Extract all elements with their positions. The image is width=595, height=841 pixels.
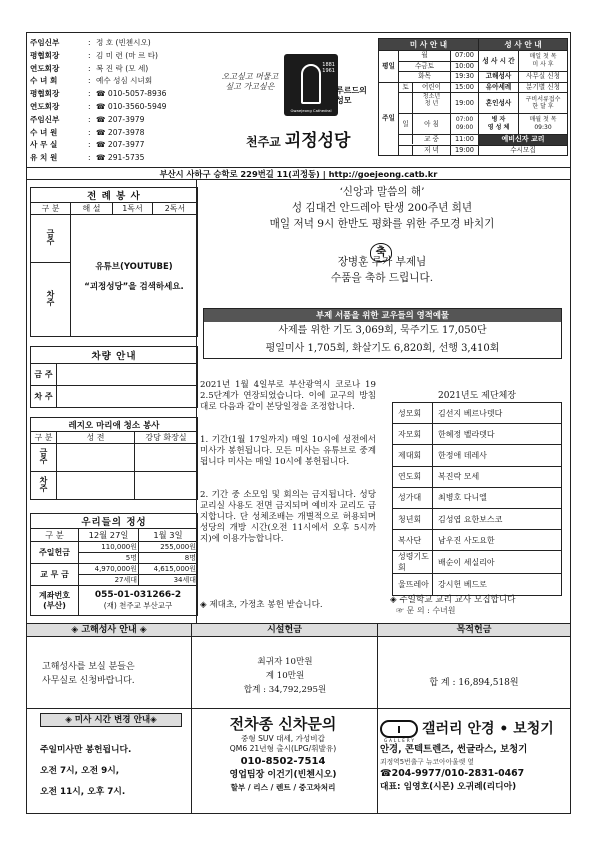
dedication-group: 복사단 <box>393 530 433 551</box>
notice-line: ◈ 주일학교 교리 교사 모집합니다 <box>390 595 516 605</box>
staff-row <box>30 50 230 63</box>
staff-colon: : <box>88 101 91 111</box>
dedication-group: 성령기도회 <box>393 551 433 574</box>
facility-title: 시설헌금 <box>191 623 378 637</box>
sac-label: 병 자 영 성 체 <box>479 114 519 135</box>
dedication-leader: 김성엽 요한보스코 <box>433 508 562 529</box>
dedication-table <box>392 402 562 596</box>
church-prefix: 천주교 <box>246 135 281 149</box>
confession-text: 고해성사를 보실 분들은 사무실로 신청바랍니다. <box>42 662 135 686</box>
staff-colon: : <box>88 114 91 124</box>
church-name-text: 괴정성당 <box>284 131 351 151</box>
logo-lourdes: 루르드의 성모 <box>336 86 367 105</box>
staff-value: 김 미 련 (마 르 타) <box>96 50 159 60</box>
col-header: 강당 화장실 <box>135 432 198 444</box>
sun-name: 교 중 <box>424 135 439 144</box>
staff-row <box>30 101 230 114</box>
offering-amount: 110,000원 <box>79 542 139 553</box>
staff-colon: : <box>88 63 91 73</box>
sac-value: 사무실 신청 <box>519 72 568 83</box>
dedication-group: 성모회 <box>393 403 433 424</box>
dedication-leader: 복진락 모세 <box>433 466 562 487</box>
dedication-row <box>393 445 562 466</box>
prep-value: 수시모집 <box>479 145 568 156</box>
staff-value: 복 진 락 (모 세) <box>96 63 149 73</box>
col-header: 구 분 <box>31 203 71 215</box>
worship-title: 전 례 봉 사 <box>31 188 198 203</box>
bottom-divider <box>26 708 571 709</box>
purpose-total: 합 계 : 16,894,518원 <box>429 678 519 688</box>
facility-line: 최귀자 10만원 <box>257 657 313 667</box>
staff-row <box>30 127 230 140</box>
offering-count: 27세대 <box>79 575 139 586</box>
offering-amount: 4,615,000원 <box>139 564 198 575</box>
gallery-owner: 대표: 임영호(시몬) 오귀례(리디아) <box>380 782 517 792</box>
staff-role: 평협회장 <box>30 89 60 99</box>
motto-line: 수품을 축하 드립니다. <box>330 272 434 284</box>
col-header: 1독서 <box>113 203 153 215</box>
staff-list <box>30 37 230 165</box>
mass-change-line: 주일미사만 봉헌됩니다. <box>40 745 132 755</box>
madonna-figure-icon <box>301 64 321 104</box>
sun-name: 아 침 <box>424 119 439 128</box>
dedication-group: 청년회 <box>393 508 433 529</box>
purpose-title: 목적헌금 <box>377 623 571 637</box>
gallery-phone: ☎204-9977/010-2831-0467 <box>380 768 525 779</box>
sac-value: 분기별 신청 <box>519 82 568 93</box>
staff-value: ☎ 207-3979 <box>96 114 145 124</box>
dedication-leader: 최병호 다니엘 <box>433 487 562 508</box>
legio-next-week: 차주 <box>39 476 48 492</box>
motto-line: 성 김대건 안드레아 탄생 200주년 희년 <box>291 202 473 214</box>
vehicle-this-week: 금 주 <box>31 364 57 386</box>
youtube-label: 유튜브(YOUTUBE) <box>95 261 173 272</box>
gallery-brand: 갤러리 안경 • 보청기 <box>422 721 554 737</box>
staff-value: ☎ 010-5057-8936 <box>96 89 167 99</box>
sat-name: 어린이 <box>421 82 442 91</box>
vehicle-title: 차량 안내 <box>31 347 198 364</box>
col-header: 구 분 <box>31 432 57 444</box>
staff-role: 연도회장 <box>30 101 60 111</box>
offering-amount: 4,970,000원 <box>79 564 139 575</box>
sat-name: 청소년 청 년 <box>422 93 441 107</box>
sun-time: 19:00 <box>451 145 479 156</box>
bottom-vdivider <box>377 623 378 814</box>
staff-colon: : <box>88 89 91 99</box>
confession-title: ◈ 고해성사 안내 ◈ <box>26 623 192 637</box>
logo-years: 1881 1961 <box>322 62 335 74</box>
sun-time: 11:00 <box>451 135 479 146</box>
youtube-search: “괴정성당”을 검색하세요. <box>84 281 184 292</box>
sunday-sub: 일 <box>399 114 413 134</box>
sun-group-3 <box>399 145 451 156</box>
staff-role: 수 녀 원 <box>30 127 58 137</box>
staff-value: 정 호 (빈첸시오) <box>96 38 151 47</box>
church-address: 부산시 사하구 승학로 229번길 11(괴정동) | http://goejeong.catb.kr <box>26 167 571 180</box>
staff-value: ☎ 010-3560-5949 <box>96 101 167 111</box>
gallery-products: 안경, 콘텍트렌즈, 썬글라스, 보청기 <box>380 744 528 755</box>
staff-colon: : <box>88 38 91 47</box>
sac-value: 구비서류접수 한 달 후 <box>519 93 568 114</box>
gallery-optical-ad <box>380 714 570 794</box>
mass-change-line: 오전 7시, 오전 9시, <box>40 766 120 776</box>
motto-line: ‘신앙과 말씀의 해’ <box>339 186 425 198</box>
sun-time: 07:00 09:00 <box>451 114 479 135</box>
staff-colon: : <box>88 153 91 163</box>
motto-line: 장병훈 루카 부제님 <box>337 256 427 268</box>
col-header: 구 분 <box>31 529 79 542</box>
staff-value: ☎ 207-3978 <box>96 127 145 137</box>
staff-colon: : <box>88 50 91 60</box>
staff-row <box>30 75 230 88</box>
staff-row <box>30 114 230 127</box>
account-holder: (재) 천주교 부산교구 <box>103 601 173 610</box>
dedication-leader: 강시헌 베드로 <box>433 574 562 595</box>
saturday-label: 토 <box>399 83 413 92</box>
dedication-group: 자모회 <box>393 424 433 445</box>
staff-row <box>30 152 230 165</box>
mass-change-line: 오전 11시, 오후 7시. <box>40 787 126 797</box>
logo-tagline: Gwaejeong Cathedral <box>290 108 332 113</box>
staff-colon: : <box>88 127 91 137</box>
vehicle-table <box>30 346 198 408</box>
dedication-leader: 김선지 베르나뎃다 <box>433 403 562 424</box>
gift-title: 부제 서품을 위한 교우들의 영적예물 <box>204 309 561 322</box>
sun-group-2 <box>399 135 451 146</box>
legio-this-week: 금주 <box>39 448 48 464</box>
sac-label: 유아세례 <box>479 82 519 93</box>
youtube-notice <box>71 215 198 337</box>
col-header: 성 전 <box>57 432 135 444</box>
sun-name: 저 녁 <box>424 145 439 154</box>
mass-day: 월 <box>399 51 451 62</box>
teacher-notice <box>390 593 570 616</box>
facility-total: 합계 : 34,792,295원 <box>243 685 327 695</box>
staff-role: 수 녀 회 <box>30 76 58 86</box>
offering-title: 우리들의 정성 <box>31 514 198 529</box>
staff-colon: : <box>88 140 91 150</box>
dedication-row <box>393 551 562 574</box>
sac-label: 혼인성사 <box>479 93 519 114</box>
congratulation-badge-icon: 축 <box>370 243 392 262</box>
sat-time: 15:00 <box>451 82 479 93</box>
car-ad <box>190 714 376 793</box>
covid-notice-p2: 1. 기간(1월 17일까지) 매일 10시에 성전에서 미사가 봉헌됩니다. 모든 미사는 유튜브로 중계됩니다 미사는 매일 10시에 봉헌됩니다. <box>200 435 376 467</box>
staff-row <box>30 63 230 76</box>
church-name <box>246 126 350 151</box>
row-next-week: 차주 <box>46 290 55 306</box>
row-this-week: 금주 <box>46 229 55 245</box>
staff-role: 평협회장 <box>30 50 60 60</box>
church-logo <box>216 40 376 150</box>
madonna-emblem-icon <box>284 54 338 116</box>
dedication-row <box>393 466 562 487</box>
car-ad-title: 전차종 신차문의 <box>229 715 337 733</box>
motto-line: 매일 저녁 9시 한반도 평화를 위한 주모경 바치기 <box>269 218 495 230</box>
col-header: 2독서 <box>153 203 198 215</box>
staff-row <box>30 139 230 152</box>
sac-label: 고해성사 <box>479 72 519 83</box>
staff-role: 사 무 실 <box>30 140 58 150</box>
dedication-row <box>393 487 562 508</box>
sat-group <box>399 82 451 93</box>
gift-line: 사제를 위한 기도 3,069회, 묵주기도 17,050단 <box>278 325 487 336</box>
notice-contact: ☞ 문 의 : 수녀원 <box>396 606 456 615</box>
gallery-location: 괴정역5번출구 뉴코아아울렛 옆 <box>380 758 475 766</box>
offering-table <box>30 513 198 616</box>
offering-count: 34세대 <box>139 575 198 586</box>
staff-row <box>30 37 230 50</box>
car-ad-line: 중형 SUV 대세, 가성비갑 <box>241 734 325 743</box>
mass-time: 19:30 <box>451 72 479 83</box>
dedication-row <box>393 508 562 529</box>
sac-value: 매월 첫 목 09:30 <box>519 114 568 135</box>
covid-notice-p1: 2021년 1월 4일부로 부산광역시 코로나 19 2.5단계가 연장되었습니다. 이에 교구의 방침대로 다음과 같이 본당일정을 조정합니다. <box>200 380 376 412</box>
motto-block <box>196 184 568 286</box>
car-ad-phone: 010-8502-7514 <box>240 756 326 767</box>
vehicle-next-week: 차 주 <box>31 386 57 408</box>
staff-row <box>30 88 230 101</box>
offering-count: 5명 <box>79 553 139 564</box>
offering-count: 8명 <box>139 553 198 564</box>
sat-group-2 <box>399 93 451 114</box>
mass-time: 07:00 <box>451 51 479 62</box>
mass-schedule-table <box>378 38 568 156</box>
car-ad-line: QM6 21년형 출시(LPG/휘발유) <box>229 744 337 753</box>
covid-notice-p3: 2. 기간 중 소모임 및 회의는 금지됩니다. 성당 교리실 사용도 전면 금지되며 예비자 교리도 금지합니다. 단 성체조배는 개별적으로 허용되며 성당의 개방 시간(오전 11시에서 오후 5시까지)에 이용가능합니다. <box>200 490 376 544</box>
glasses-logo-icon <box>380 720 418 738</box>
dedication-row <box>393 424 562 445</box>
dedication-leader: 남우진 사도요한 <box>433 530 562 551</box>
staff-value: ☎ 207-3977 <box>96 140 145 150</box>
dedication-leader: 한혜정 벨라뎃다 <box>433 424 562 445</box>
weekday-label: 평일 <box>379 51 399 83</box>
worship-table <box>30 187 198 337</box>
staff-value: ☎ 291-5735 <box>96 153 145 163</box>
sacrament-title: 성 사 안 내 <box>479 39 568 51</box>
dedication-title: 2021년도 제단체장 <box>438 391 516 401</box>
dedication-group: 연도회 <box>393 466 433 487</box>
dedication-row <box>393 530 562 551</box>
offering-amount: 255,000원 <box>139 542 198 553</box>
offering-label: 주일헌금 <box>31 542 79 564</box>
gallery-small: GALLERY <box>384 738 416 743</box>
dedication-row <box>393 574 562 595</box>
dedication-row <box>393 403 562 424</box>
car-ad-manager: 영업팀장 이건기(빈첸시오) <box>229 770 337 780</box>
mass-title: 미 사 안 내 <box>379 39 479 51</box>
candle-notice: ◈ 제대초, 가정초 봉헌 받습니다. <box>200 600 323 610</box>
dedication-leader: 한정애 데레사 <box>433 445 562 466</box>
staff-role: 주임신부 <box>30 114 60 124</box>
account-number: 055-01-031266-2 <box>94 590 182 600</box>
col-header: 해 설 <box>71 203 113 215</box>
sac-label: 성 사 시 간 <box>479 51 519 72</box>
dedication-group: 울뜨레아 <box>393 574 433 595</box>
mass-time: 10:00 <box>451 61 479 72</box>
mass-change-title: ◈ 미사 시간 변경 안내◈ <box>40 713 182 727</box>
legio-table <box>30 417 198 500</box>
sac-value: 매일 첫 목 미 사 후 <box>519 51 568 72</box>
staff-role: 유 치 원 <box>30 153 58 163</box>
dedication-group: 성가대 <box>393 487 433 508</box>
facility-line: 계 10만원 <box>265 671 305 681</box>
spiritual-gift-box <box>203 308 562 359</box>
mass-day: 화목 <box>399 72 451 83</box>
mass-change-body <box>40 740 190 803</box>
col-header: 12월 27일 <box>79 529 139 542</box>
car-ad-services: 할부 / 리스 / 렌트 / 중고차처리 <box>230 783 336 792</box>
gift-line: 평일미사 1,705회, 화살기도 6,820회, 선행 3,410회 <box>265 343 500 354</box>
sat-time: 19:00 <box>451 93 479 114</box>
dedication-leader: 배순이 세실리아 <box>433 551 562 574</box>
facility-body <box>192 655 378 697</box>
account-label: 계좌번호 (부산) <box>31 586 79 616</box>
prep-title: 예비신자 교리 <box>479 135 568 146</box>
staff-role: 주임신부 <box>30 38 60 47</box>
offering-label: 교 무 금 <box>31 564 79 586</box>
dedication-group: 제대회 <box>393 445 433 466</box>
logo-handwriting: 오고싶고 머물고싶고 가고싶은 <box>221 72 279 91</box>
staff-role: 연도회장 <box>30 63 60 73</box>
sun-group <box>399 114 451 135</box>
legio-title: 레지오 마리애 청소 봉사 <box>31 418 198 432</box>
sunday-label: 주일 <box>379 82 399 156</box>
col-header: 1월 3일 <box>139 529 198 542</box>
staff-value: 예수 성심 시녀회 <box>96 76 153 86</box>
mass-day: 수금토 <box>399 61 451 72</box>
staff-colon: : <box>88 76 91 86</box>
